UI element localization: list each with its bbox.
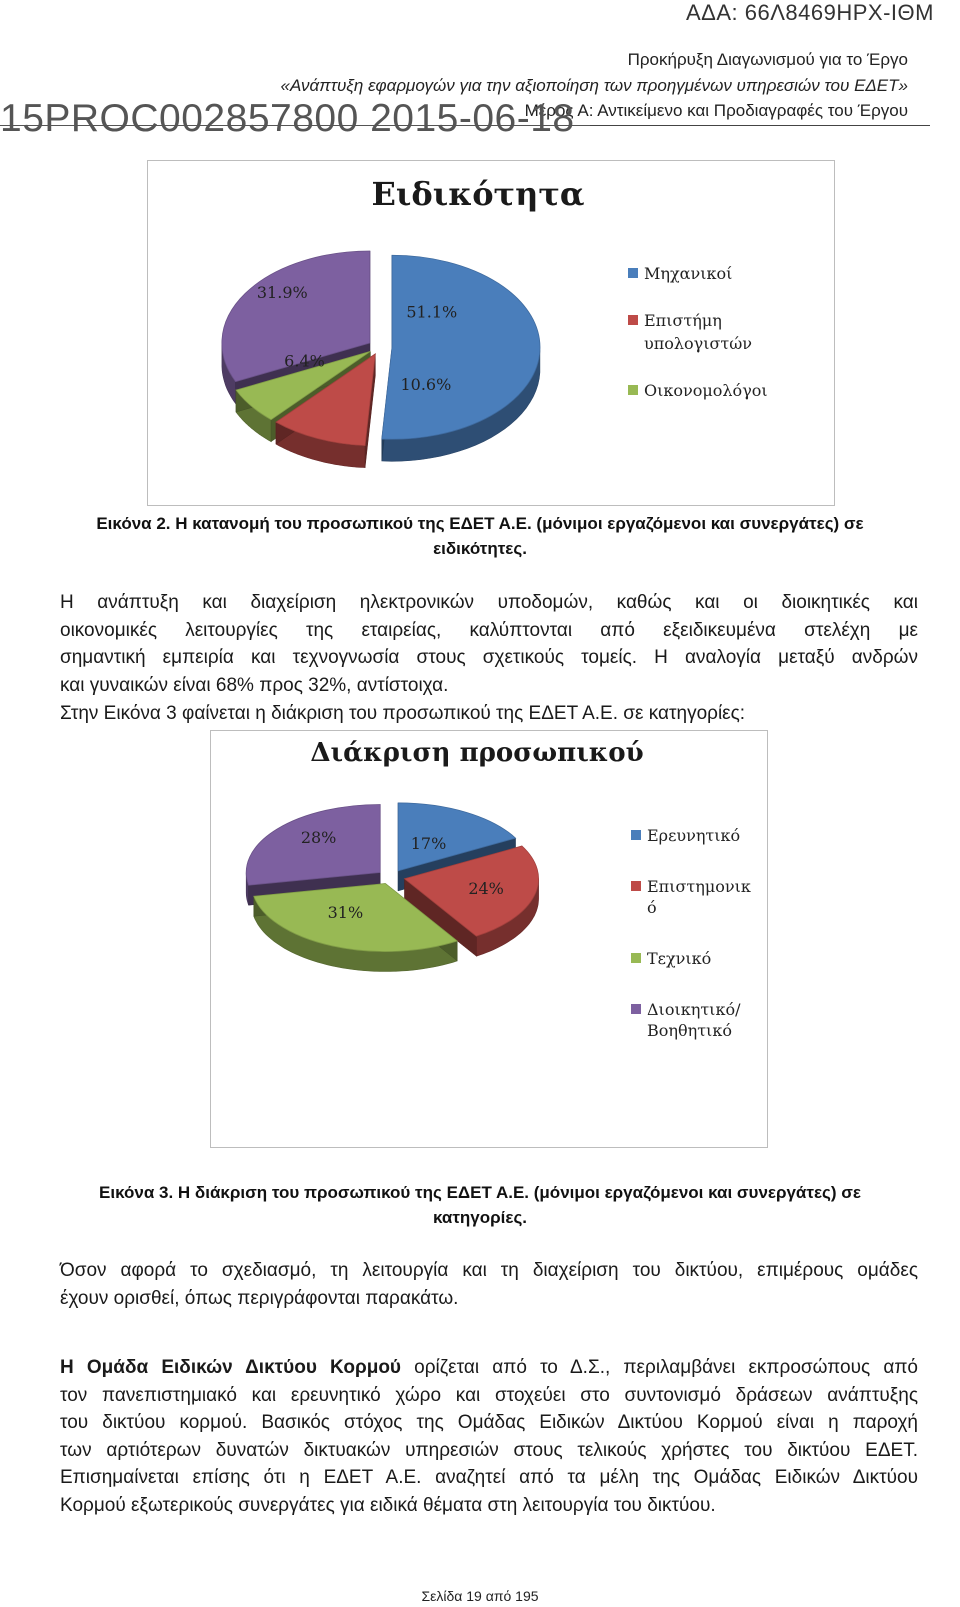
page-number: Σελίδα 19 από 195 — [421, 1588, 539, 1604]
header-line-3: Μέρος Α: Αντικείμενο και Προδιαγραφές του Έργου — [524, 101, 908, 120]
paragraph-line-rest: ορίζεται από το Δ.Σ., περιλαμβάνει εκπροσώπους από — [401, 1357, 918, 1378]
legend-swatch — [631, 830, 641, 840]
legend-entry: Ερευνητικό — [647, 826, 741, 845]
figure-3-chart — [210, 730, 768, 1148]
paragraph-line: Η ανάπτυξη και διαχείριση ηλεκτρονικών υποδομών, καθώς και οι διοικητικές και — [60, 592, 918, 613]
paragraph-line: τον πανεπιστημιακό και ερευνητικό χώρο και στοχεύει στο συντονισμό δράσεων ανάπτυξης — [60, 1384, 918, 1406]
paragraph-line — [60, 1354, 918, 1382]
legend-swatch — [628, 315, 638, 325]
paragraph-core-network-team — [60, 1354, 918, 1519]
paragraph-line: Επισημαίνεται επίσης ότι η ΕΔΕΤ Α.Ε. αναζητεί από τα μέλη της Ομάδας Ειδικών Δικτύου — [60, 1467, 918, 1488]
chart-title: Διάκριση προσωπικού — [310, 738, 644, 768]
chart-legend — [628, 264, 768, 400]
paragraph-line: Κορμού εξωτερικούς συνεργάτες για ειδικά θέματα στη λειτουργία του δικτύου. — [60, 1494, 716, 1516]
legend-entry: ό — [647, 898, 657, 917]
paragraph-line: Όσον αφορά το σχεδιασμό, τη λειτουργία και τη διαχείριση του δικτύου, επιμέρους ομάδες — [60, 1260, 918, 1281]
slice-label: 31% — [327, 902, 364, 922]
legend-entry: Τεχνικό — [647, 949, 712, 968]
paragraph-network-teams — [60, 1257, 918, 1312]
slice-label: 24% — [468, 879, 504, 898]
legend-swatch — [631, 881, 641, 891]
paragraph-line: και γυναικών είναι 68% προς 32%, αντίστοιχα. — [60, 674, 449, 696]
legend-entry: Μηχανικοί — [644, 264, 733, 283]
legend-entry: Διοικητικό/ — [647, 1000, 741, 1019]
figure-2-caption-line-2: ειδικότητες. — [433, 539, 527, 558]
figure-3-caption-line-2: κατηγορίες. — [432, 1208, 528, 1227]
figure-2-caption — [54, 511, 906, 561]
legend-swatch — [628, 268, 638, 278]
legend-entry: Οικονομολόγοι — [644, 381, 768, 400]
paragraph-line: οικονομικές λειτουργίες της εταιρείας, καλύπτονται από εξειδικευμένα στελέχη με — [60, 619, 918, 641]
paragraph-line: των αρτιότερων δυνατών δικτυακών υπηρεσιών στους τελικούς χρήστες του δικτύου ΕΔΕΤ. — [60, 1439, 918, 1461]
legend-entry: Επιστημονικ — [647, 877, 751, 896]
stamp-strike-line — [0, 125, 590, 126]
paragraph-line: του δικτύου κορμού. Βασικός στόχος της Ομάδας Ειδικών Δικτύου Κορμού είναι η παροχή — [60, 1412, 918, 1433]
legend-entry: Επιστήμη — [644, 311, 722, 330]
pie-tops — [246, 803, 538, 952]
slice-label: 6.4% — [284, 351, 325, 371]
figure-3-caption — [54, 1180, 906, 1230]
protocol-stamp: 15PROC002857800 2015-06-18 — [0, 97, 575, 140]
paragraph-line: σημαντική εμπειρία και τεχνογνωσία στους σχετικούς τομείς. Η αναλογία μεταξύ ανδρών — [60, 647, 918, 668]
slice-label: 28% — [300, 828, 337, 847]
header-line-2: «Ανάπτυξη εφαρμογών για την αξιοποίηση των προηγμένων υπηρεσιών του ΕΔΕΤ» — [280, 76, 908, 95]
paragraph-line: Στην Εικόνα 3 φαίνεται η διάκριση του προσωπικού της ΕΔΕΤ Α.Ε. σε κατηγορίες: — [60, 703, 746, 724]
legend-entry: υπολογιστών — [644, 334, 753, 353]
legend-swatch — [631, 1004, 641, 1014]
figure-2-chart — [147, 160, 835, 506]
slice-label: 10.6% — [400, 375, 452, 395]
figure-2-caption-line-1: Εικόνα 2. Η κατανομή του προσωπικού της ΕΔΕΤ Α.Ε. (μόνιμοι εργαζόμενοι και συνεργάτες) σε — [96, 514, 864, 533]
slice-label: 31.9% — [256, 283, 308, 303]
slice-label: 17% — [410, 834, 447, 854]
figure-3-pie-svg — [211, 731, 767, 1147]
slice-label: 51.1% — [406, 302, 458, 322]
ada-code: ΑΔΑ: 66Λ8469ΗΡΧ-ΙΘΜ — [686, 0, 934, 25]
legend-swatch — [631, 953, 641, 963]
figure-3-caption-line-1: Εικόνα 3. Η διάκριση του προσωπικού της ΕΔΕΤ Α.Ε. (μόνιμοι εργαζόμενοι και συνεργάτες) σε — [99, 1183, 861, 1202]
legend-entry: Βοηθητικό — [647, 1021, 732, 1040]
figure-2-pie-svg — [148, 161, 834, 505]
core-team-name: Η Ομάδα Ειδικών Δικτύου Κορμού — [60, 1357, 401, 1378]
legend-swatch — [628, 385, 638, 395]
paragraph-line: έχουν ορισθεί, όπως περιγράφονται παρακάτω. — [60, 1287, 459, 1309]
chart-legend — [631, 826, 751, 1040]
header-line-1: Προκήρυξη Διαγωνισμού για το Έργο — [627, 50, 908, 69]
paragraph-figure-3-intro — [60, 700, 918, 728]
chart-title: Ειδικότητα — [371, 175, 585, 213]
paragraph-staff-overview — [60, 589, 918, 699]
